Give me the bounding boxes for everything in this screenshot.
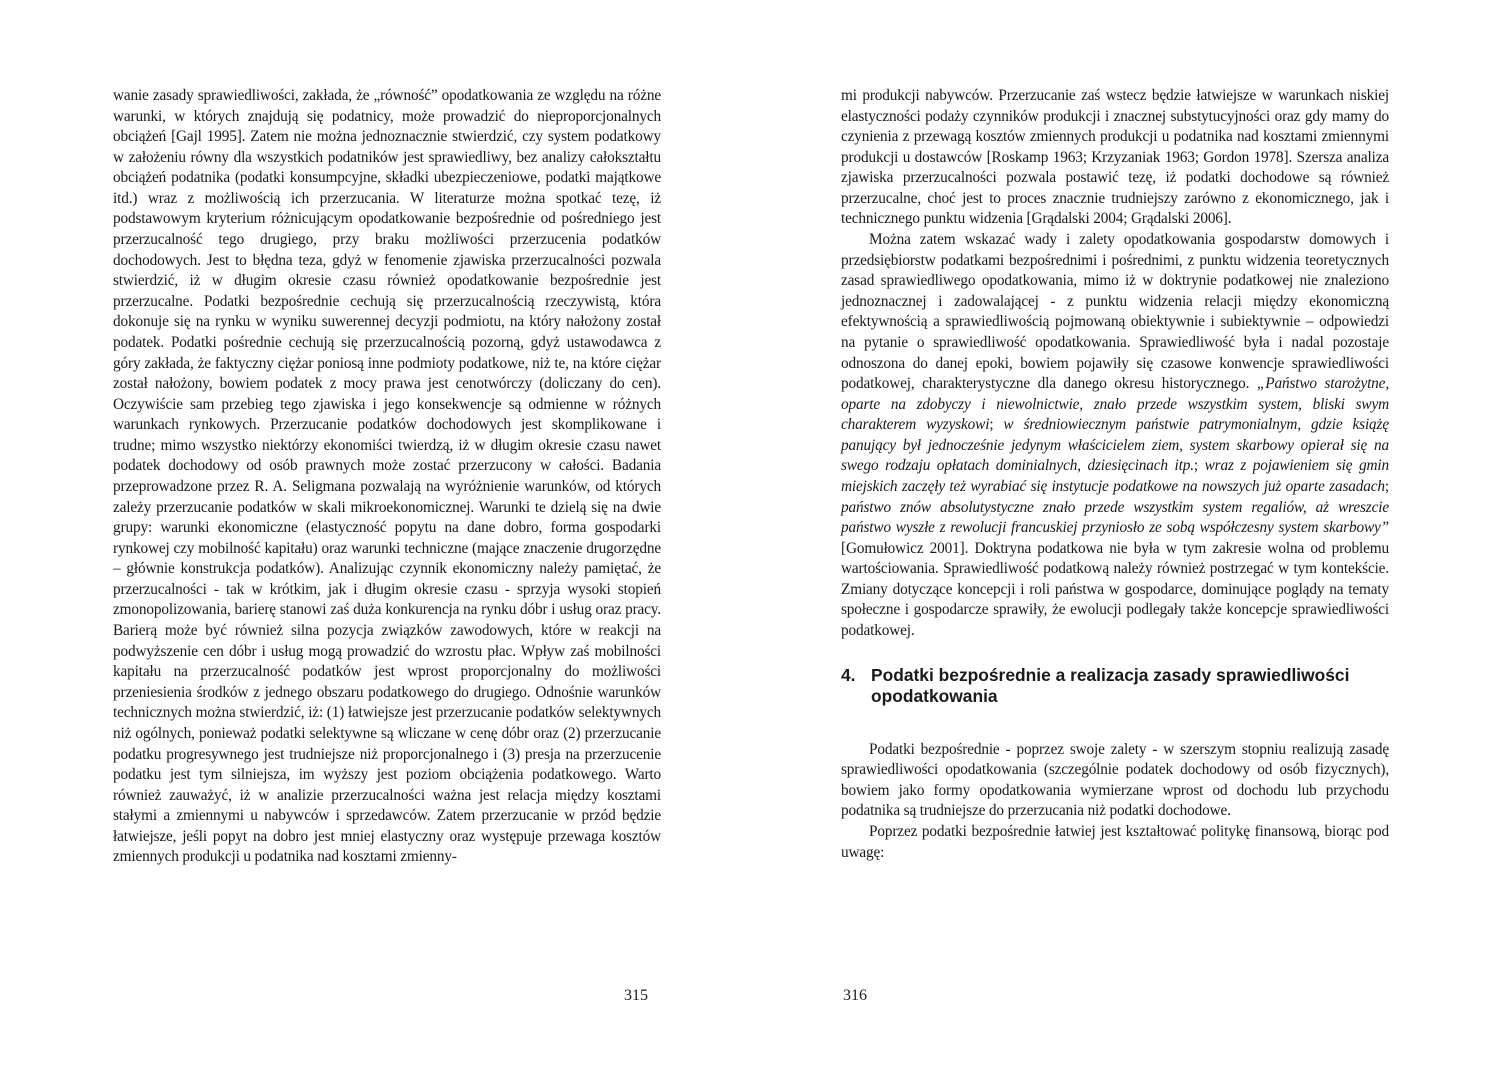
- quote-italic-3: wraz z pojawieniem się gmin miejskich zaczęły też wyrabiać się instytucje podatkowe na nowszych już oparte zasadach: [841, 457, 1390, 495]
- quote-separator-2: ;: [1193, 457, 1205, 475]
- page-number-right: 316: [843, 987, 867, 1004]
- section-title: Podatki bezpośrednie a realizacja zasady sprawiedliwości opodatkowania: [871, 664, 1350, 706]
- right-page-paragraph-continuation: mi produkcji nabywców. Przerzucanie zaś wstecz będzie łatwiejsze w warunkach niskiej elastyczności podaży czynników produkcji i znacznej substytucyjności oraz gdy mamy do czynienia z przewagą kosztów zmiennych produkcji u podatnika nad kosztami zmiennymi produkcji u dostawców [Roskamp 1963; Krzyzaniak 1963; Gordon 1978]. Szersza analiza zjawiska przerzucalności pozwala postawić tezę, iż podatki dochodowe są również przerzucalne, choć jest to proces znacznie trudniejszy zarówno z ekonomicznego, jak i technicznego punktu widzenia [Grądalski 2004; Grądalski 2006].: [841, 87, 1389, 228]
- right-page-paragraph-4: Poprzez podatki bezpośrednie łatwiej jest kształtować politykę finansową, biorąc pod uwagę:: [841, 822, 1389, 861]
- paragraph-text: Można zatem wskazać wady i zalety opodatkowania gospodarstw domowych i przedsiębiorstw podatkami bezpośrednimi i pośrednimi, z punktu widzenia teoretycznych zasad sprawiedliwego opodatkowania, mimo iż w doktrynie podatkowej nie znaleziono jednoznacznej i zadowalającej - z punktu widzenia relacji między ekonomiczną efektywnością a sprawiedliwością pojmowaną obiektywnie i subiektywnie – odpowiedzi na pytanie o sprawiedliwość opodatkowania. Sprawiedliwość była i nadal pozostaje odnoszona do danej epoki, bowiem pojawiły się czasowe konwencje sprawiedliwości podatkowej, charakterystyczne dla danego okresu historycznego.: [841, 231, 1389, 393]
- right-page-paragraph-3: Podatki bezpośrednie - poprzez swoje zalety - w szerszym stopniu realizują zasadę sprawiedliwości opodatkowania (szczególnie podatek dochodowy od osób fizycznych), bowiem jako formy opodatkowania wymierzane wprost od dochodu lub przychodu podatnika są trudniejsze do przerzucania niż podatki dochodowe.: [841, 740, 1389, 820]
- section-heading: [841, 665, 1389, 707]
- left-page-paragraph: wanie zasady sprawiedliwości, zakłada, że „równość” opodatkowania ze względu na różne warunki, w których znajdują się podatnicy, może prowadzić do nieproporcjonalnych obciążeń [Gajl 1995]. Zatem nie można jednoznacznie stwierdzić, czy system podatkowy w założeniu równy dla wszystkich podatników jest sprawiedliwy, bez analizy całokształtu obciążeń podatnika (podatki konsumpcyjne, składki ubezpieczeniowe, podatki majątkowe itd.) wraz z możliwością ich przerzucania. W literaturze można spotkać tezę, iż podstawowym kryterium różnicującym opodatkowanie bezpośrednie od pośredniego jest przerzucalność tego drugiego, przy braku możliwości przerzucenia podatków dochodowych. Jest to błędna teza, gdyż w fenomenie zjawiska przerzucalności pozwala stwierdzić, iż w długim okresie czasu również opodatkowanie bezpośrednie jest przerzucalne. Podatki bezpośrednie cechują się przerzucalnością rzeczywistą, która dokonuje się na rynku w wyniku suwerennej decyzji podmiotu, na który nałożony został podatek. Podatki pośrednie cechują się przerzucalnością pozorną, gdyż ustawodawca z góry zakłada, że faktyczny ciężar poniosą inne podmioty podatkowe, niż te, na które ciężar został nałożony, bowiem podatek z mocy prawa jest cenotwórczy (doliczany do cen). Oczywiście sam przebieg tego zjawiska i jego konsekwencje są odmienne w różnych warunkach rynkowych. Przerzucanie podatków dochodowych jest skomplikowane i trudne; mimo wszystko niektórzy ekonomiści twierdzą, iż w długim okresie czasu nawet podatek dochodowy od osób prawnych może zostać przerzucony w całości. Badania przeprowadzone przez R. A. Seligmana pozwalają na wyróżnienie warunków, od których zależy przerzucanie podatków w skali mikroekonomicznej. Warunki te dzielą się na dwie grupy: warunki ekonomiczne (elastyczność popytu na dane dobro, forma gospodarki rynkowej czy mobilność kapitału) oraz warunki techniczne (mające znaczenie drugorzędne – głównie konstrukcja podatków). Analizując czynnik ekonomiczny należy pamiętać, że przerzucalności - tak w krótkim, jak i długim okresie czasu - sprzyja wysoki stopień zmonopolizowania, barierę stanowi zaś duża konkurencja na rynku dóbr i usług oraz pracy. Barierą może być również silna pozycja związków zawodowych, które w reakcji na podwyższenie cen dóbr i usług mogą prowadzić do wzrostu płac. Wpływ zaś mobilności kapitału na przerzucalność podatków jest wprost proporcjonalny do możliwości przeniesienia środków z jednego obszaru podatkowego do drugiego. Odnośnie warunków technicznych można stwierdzić, iż: (1) łatwiejsze jest przerzucanie podatków selektywnych niż ogólnych, ponieważ podatki selektywne są wliczane w cenę dóbr oraz (2) przerzucanie podatku progresywnego jest trudniejsze niż proporcjonalnego i (3) presja na przerzucenie podatku jest tym silniejsza, im wyższy jest poziom obciążenia podatkowego. Warto również zauważyć, iż w analizie przerzucalności ważna jest relacja między kosztami stałymi a zmiennymi u nabywców i sprzedawców. Zatem przerzucanie w przód będzie łatwiejsze, jeśli popyt na dobro jest mniej elastyczny oraz występuje przewaga kosztów zmiennych produkcji u podatnika nad kosztami zmienny-: [113, 87, 661, 866]
- quote-italic-1: „Państwo starożytne, oparte na zdobyczy i niewolnictwie, znało przede wszystkim system, bliski swym charakterem wyzyskowi: [841, 375, 1389, 434]
- right-page-paragraph-quote: [841, 230, 1389, 642]
- quote-italic-4: państwo znów absolutystyczne znało przede wszystkim system regaliów, aż wreszcie państwo wyszłe z rewolucji francuskiej przyniosło ze sobą współczesny system skarbowy”: [841, 498, 1389, 537]
- quote-italic-2: w średniowiecznym państwie patrymonialnym, gdzie książę panujący był jednocześnie jedynym właścicielem ziem, system skarbowy opierał się na swego rodzaju opłatach dominialnych, dziesięcinach itp.: [841, 416, 1389, 475]
- left-page: [113, 86, 661, 868]
- paragraph-text-end: [Gomułowicz 2001]. Doktryna podatkowa nie była w tym zakresie wolna od problemu wartościowania. Sprawiedliwość podatkową należy również postrzegać w tym kontekście. Zmiany dotyczące koncepcji i roli państwa w gospodarce, dominujące poglądy na tematy społeczne i gospodarcze sprawiły, że ewolucji podlegały także koncepcje sprawiedliwości podatkowej.: [841, 539, 1389, 640]
- section-number: 4.: [841, 664, 856, 685]
- quote-separator-3: ;: [1384, 477, 1389, 495]
- quote-separator-1: ;: [989, 416, 1004, 434]
- page-number-left: 315: [624, 987, 648, 1004]
- right-page: [841, 86, 1389, 863]
